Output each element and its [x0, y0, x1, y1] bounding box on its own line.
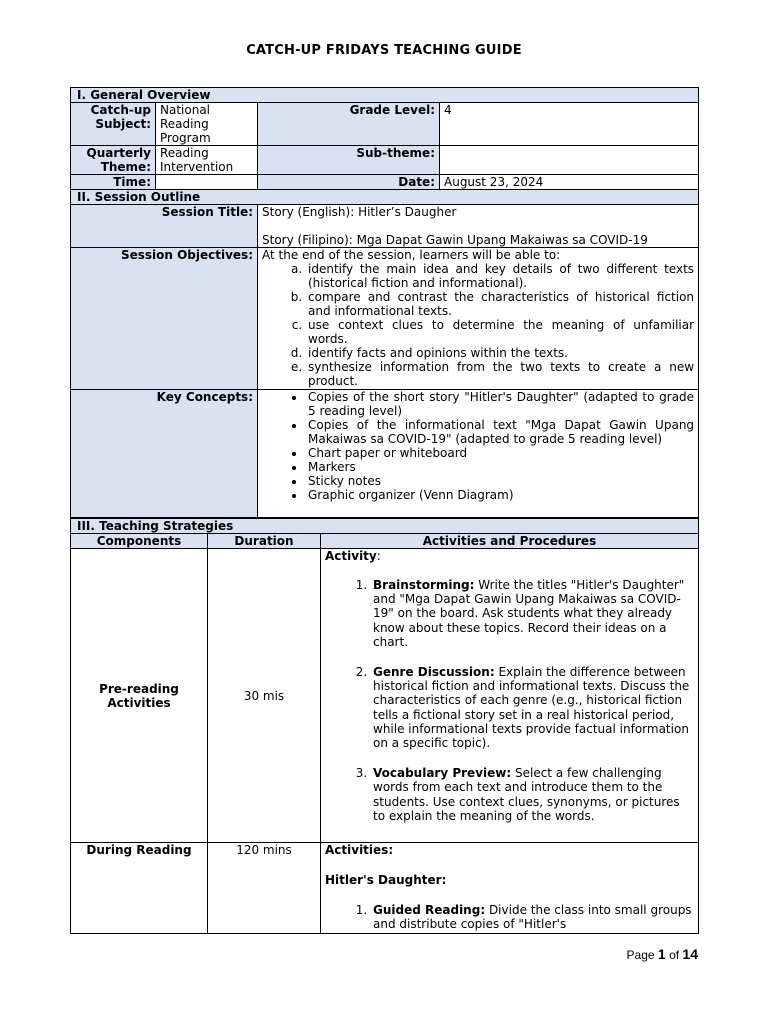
list-item: b. compare and contrast the characteristics of historical fiction and informational texts.	[306, 290, 694, 318]
teaching-strategies-table	[70, 518, 699, 934]
session-title-filipino: Story (Filipino): Mga Dapat Gawin Upang Makaiwas sa COVID-19	[262, 233, 648, 247]
during-reading-activities	[321, 843, 699, 934]
subject-label: Catch-up Subject:	[71, 103, 156, 146]
key-concepts-list	[262, 390, 694, 502]
step-text: Select a few challenging words from each text and introduce them to the students. Use context clues, synonyms, or pictures to explain the meaning of the words.	[373, 766, 680, 823]
session-objectives-value	[258, 248, 699, 390]
date-label: Date:	[258, 175, 440, 190]
time-label: Time:	[71, 175, 156, 190]
list-item: d. identify facts and opinions within the texts.	[306, 346, 694, 360]
general-overview-header: I. General Overview	[71, 88, 699, 103]
key-concepts-value	[258, 390, 699, 518]
during-reading-component: During Reading	[71, 843, 208, 934]
step-label: Vocabulary Preview:	[373, 766, 512, 781]
current-page: 1	[657, 946, 666, 962]
activities-heading: Activities:	[325, 843, 394, 857]
list-item: • Copies of the informational text "Mga Dapat Gawin Upang Makaiwas sa COVID-19" (adapted to grade 5 reading level)	[306, 418, 694, 446]
objectives-list	[262, 262, 694, 388]
of-word: of	[669, 948, 680, 962]
col-header-components: Components	[71, 534, 208, 549]
page-number	[627, 946, 698, 962]
step-text: Explain the difference between historical fiction and informational texts. Discuss the characteristics of each genre (e.g., historical fiction tells a fictional story set in a real historical period, while informational texts provide factual information on a specific topic).	[373, 665, 690, 751]
subtheme-value	[440, 146, 699, 175]
session-title-english: Story (English): Hitler’s Daugher	[262, 205, 457, 219]
col-header-activities: Activities and Procedures	[321, 534, 699, 549]
overview-outline-table	[70, 87, 699, 518]
step-label: Brainstorming:	[373, 578, 475, 592]
key-concepts-label: Key Concepts:	[71, 390, 258, 518]
theme-label: Quarterly Theme:	[71, 146, 156, 175]
grade-value: 4	[440, 103, 699, 146]
during-reading-steps	[325, 903, 694, 931]
step-text: Write the titles "Hitler's Daughter" and "Mga Dapat Gawin Upang Makaiwas sa COVID-19" on the board. Ask students what they already know about these topics. Record their ideas on a chart.	[373, 578, 685, 649]
list-item: e. synthesize information from the two texts to create a new product.	[306, 360, 694, 388]
col-header-duration: Duration	[208, 534, 321, 549]
list-item: • Copies of the short story "Hitler's Daughter" (adapted to grade 5 reading level)	[306, 390, 694, 418]
session-title-label: Session Title:	[71, 205, 258, 248]
step-label: Guided Reading:	[373, 903, 486, 917]
theme-value: Reading Intervention	[156, 146, 258, 175]
list-item: • Sticky notes	[306, 474, 694, 488]
activity-heading: Activity	[325, 549, 377, 563]
time-value	[156, 175, 258, 190]
date-value: August 23, 2024	[440, 175, 699, 190]
pre-reading-duration: 30 mis	[208, 549, 321, 843]
list-item: • Chart paper or whiteboard	[306, 446, 694, 460]
list-item	[371, 665, 694, 750]
page-word: Page	[626, 948, 655, 962]
list-item: • Graphic organizer (Venn Diagram)	[306, 488, 694, 502]
objectives-intro: At the end of the session, learners will be able to:	[262, 248, 561, 262]
list-item	[371, 903, 694, 931]
step-text: Divide the class into small groups and distribute copies of "Hitler's	[373, 903, 692, 932]
during-reading-duration: 120 mins	[208, 843, 321, 934]
pre-reading-steps	[325, 578, 694, 823]
step-label: Genre Discussion:	[373, 665, 495, 680]
pre-reading-activities	[321, 549, 699, 843]
subject-value: National Reading Program	[156, 103, 258, 146]
session-title-value	[258, 205, 699, 248]
session-objectives-label: Session Objectives:	[71, 248, 258, 390]
grade-label: Grade Level:	[258, 103, 440, 146]
list-item: c. use context clues to determine the meaning of unfamiliar words.	[306, 318, 694, 346]
pre-reading-component: Pre-reading Activities	[71, 549, 208, 843]
page-title: CATCH-UP FRIDAYS TEACHING GUIDE	[246, 43, 522, 58]
list-item	[371, 578, 694, 649]
list-item: • Markers	[306, 460, 694, 474]
subtheme-label: Sub-theme:	[258, 146, 440, 175]
hitlers-daughter-subheading: Hitler's Daughter:	[325, 873, 447, 887]
session-outline-header: II. Session Outline	[71, 190, 699, 205]
teaching-strategies-header: III. Teaching Strategies	[71, 519, 699, 534]
list-item: a. identify the main idea and key details of two different texts (historical fiction and informational).	[306, 262, 694, 290]
list-item	[371, 766, 694, 823]
total-pages: 14	[682, 946, 698, 962]
activity-colon: :	[376, 549, 381, 563]
